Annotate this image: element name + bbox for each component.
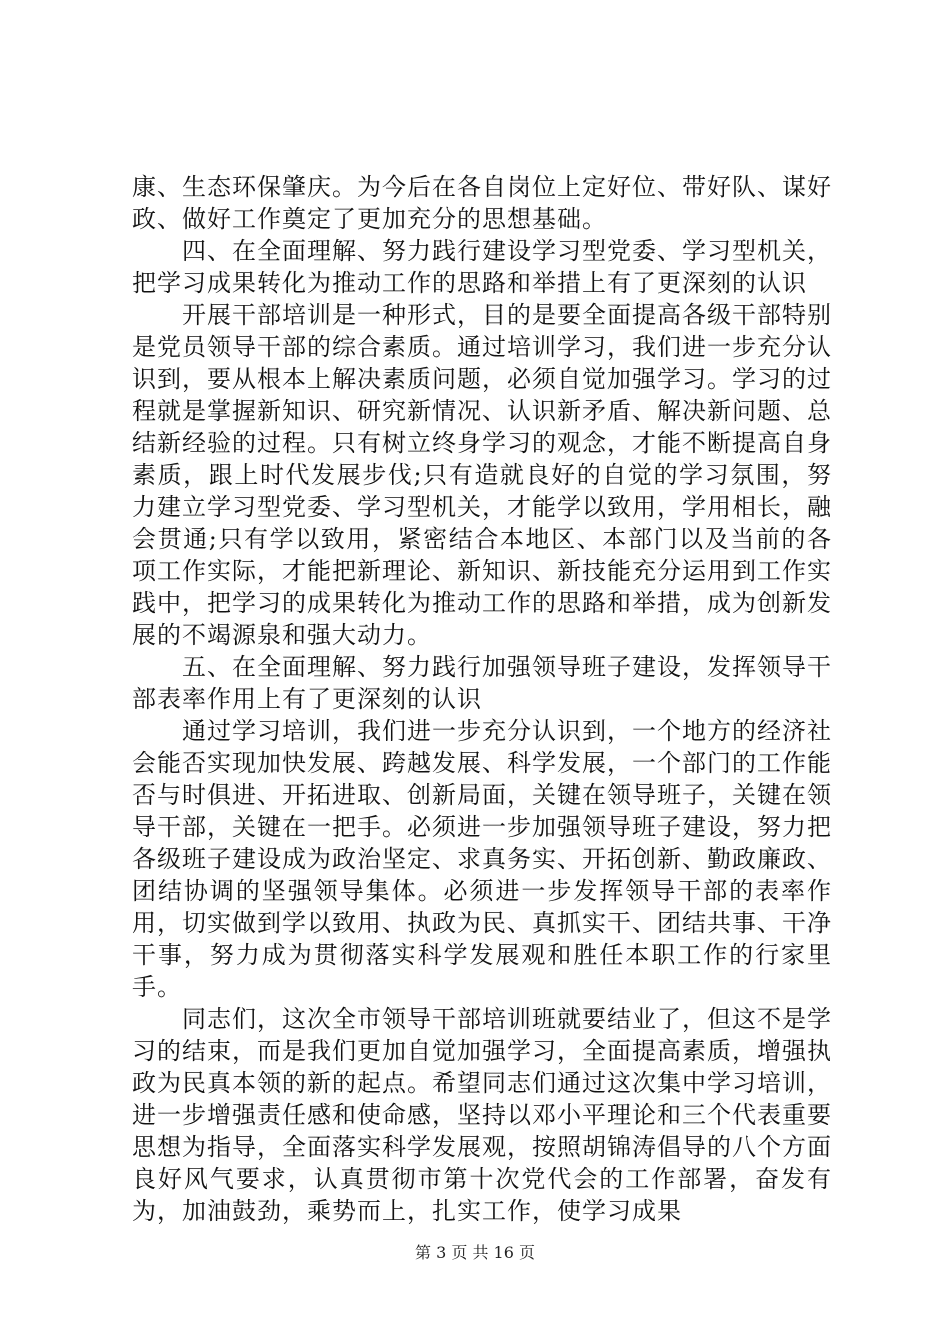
paragraph-closing: 同志们，这次全市领导干部培训班就要结业了，但这不是学习的结束，而是我们更加自觉加强学习，全面提高素质，增强执政为民真本领的新的起点。希望同志们通过这次集中学习培训，进一步增强责任感和使命感，坚持以邓小平理论和三个代表重要思想为指导，全面落实科学发展观，按照胡锦涛倡导的八个方面良好风气要求，认真贯彻市第十次党代会的工作部署，奋发有为，加油鼓劲，乘势而上，扎实工作，使学习成果 — [132, 1005, 832, 1225]
page-number-footer: 第 3 页 共 16 页 — [415, 1243, 535, 1262]
paragraph-leadership: 通过学习培训，我们进一步充分认识到，一个地方的经济社会能否实现加快发展、跨越发展、科学发展，一个部门的工作能否与时俱进、开拓进取、创新局面，关键在领导班子，关键在领导干部，关键在一把手。必须进一步加强领导班子建设，努力把各级班子建设成为政治坚定、求真务实、开拓创新、勤政廉政、团结协调的坚强领导集体。必须进一步发挥领导干部的表率作用，切实做到学以致用、执政为民、真抓实干、团结共事、干净干事，努力成为贯彻落实科学发展观和胜任本职工作的行家里手。 — [132, 717, 832, 1001]
section-heading-five: 五、在全面理解、努力践行加强领导班子建设，发挥领导干部表率作用上有了更深刻的认识 — [132, 653, 832, 713]
section-heading-four: 四、在全面理解、努力践行建设学习型党委、学习型机关，把学习成果转化为推动工作的思路和举措上有了更深刻的认识 — [132, 237, 832, 297]
document-body — [132, 171, 832, 1227]
paragraph-continuation: 康、生态环保肇庆。为今后在各自岗位上定好位、带好队、谋好政、做好工作奠定了更加充分的思想基础。 — [132, 173, 832, 233]
paragraph-training-purpose: 开展干部培训是一种形式，目的是要全面提高各级干部特别是党员领导干部的综合素质。通过培训学习，我们进一步充分认识到，要从根本上解决素质问题，必须自觉加强学习。学习的过程就是掌握新知识、研究新情况、认识新矛盾、解决新问题、总结新经验的过程。只有树立终身学习的观念，才能不断提高自身素质，跟上时代发展步伐;只有造就良好的自觉的学习氛围，努力建立学习型党委、学习型机关，才能学以致用，学用相长，融会贯通;只有学以致用，紧密结合本地区、本部门以及当前的各项工作实际，才能把新理论、新知识、新技能充分运用到工作实践中，把学习的成果转化为推动工作的思路和举措，成为创新发展的不竭源泉和强大动力。 — [132, 301, 832, 649]
